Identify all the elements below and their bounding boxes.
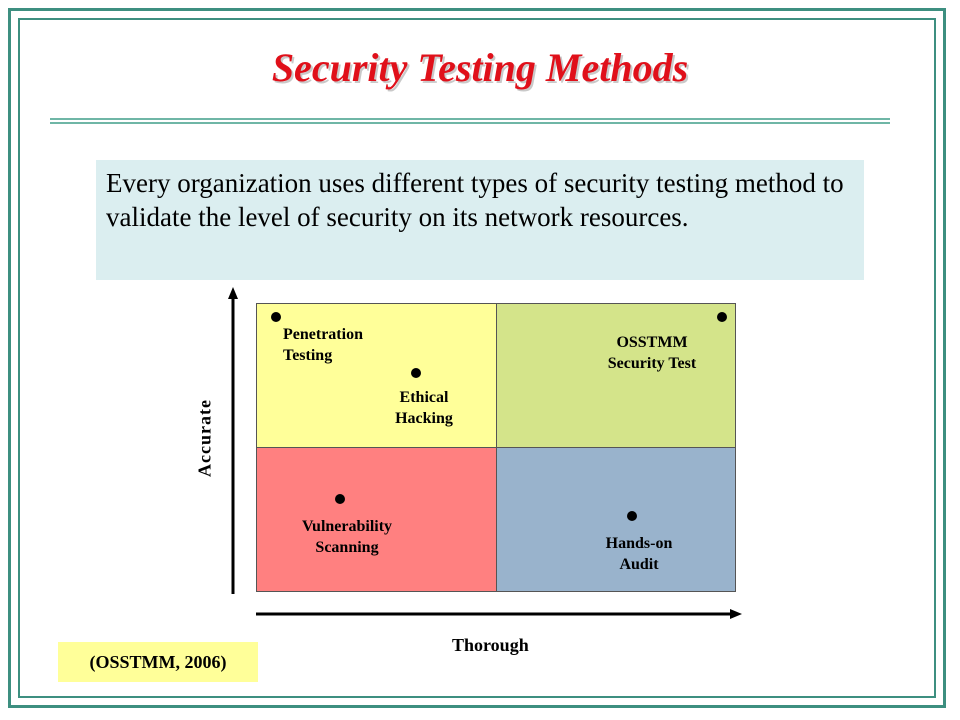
intro-text: Every organization uses different types of security testing method to validate the level of security on its network resources. bbox=[96, 160, 864, 280]
slide-title: Security Testing Methods bbox=[271, 45, 689, 90]
penetration-testing-line2: Testing bbox=[283, 347, 333, 364]
hands-on-audit-line1: Hands-on bbox=[605, 535, 673, 552]
x-axis-label: Thorough bbox=[452, 635, 529, 655]
vulnerability-scanning-label bbox=[282, 516, 412, 558]
ethical-hacking-label bbox=[374, 387, 474, 429]
hands-on-audit-label bbox=[584, 533, 694, 575]
y-axis-label: Accurate bbox=[194, 399, 215, 477]
citation: (OSSTMM, 2006) bbox=[58, 642, 258, 682]
penetration-testing-label bbox=[283, 324, 363, 366]
vulnerability-scanning-line1: Vulnerability bbox=[301, 518, 393, 535]
osstmm-security-test-marker bbox=[717, 312, 727, 322]
vulnerability-scanning-marker bbox=[335, 494, 345, 504]
x-axis-arrowhead bbox=[730, 609, 742, 619]
penetration-testing-line1: Penetration bbox=[283, 326, 363, 343]
penetration-testing-marker bbox=[271, 312, 281, 322]
osstmm-security-test-label bbox=[590, 332, 714, 374]
ethical-hacking-line1: Ethical bbox=[399, 389, 449, 406]
y-axis-arrowhead bbox=[228, 287, 238, 299]
hands-on-audit-line2: Audit bbox=[619, 556, 659, 573]
ethical-hacking-marker bbox=[411, 368, 421, 378]
osstmm-security-test-line2: Security Test bbox=[607, 355, 697, 372]
hands-on-audit-marker bbox=[627, 511, 637, 521]
osstmm-security-test-line1: OSSTMM bbox=[616, 334, 688, 351]
ethical-hacking-line2: Hacking bbox=[395, 410, 453, 427]
vulnerability-scanning-line2: Scanning bbox=[315, 539, 379, 556]
